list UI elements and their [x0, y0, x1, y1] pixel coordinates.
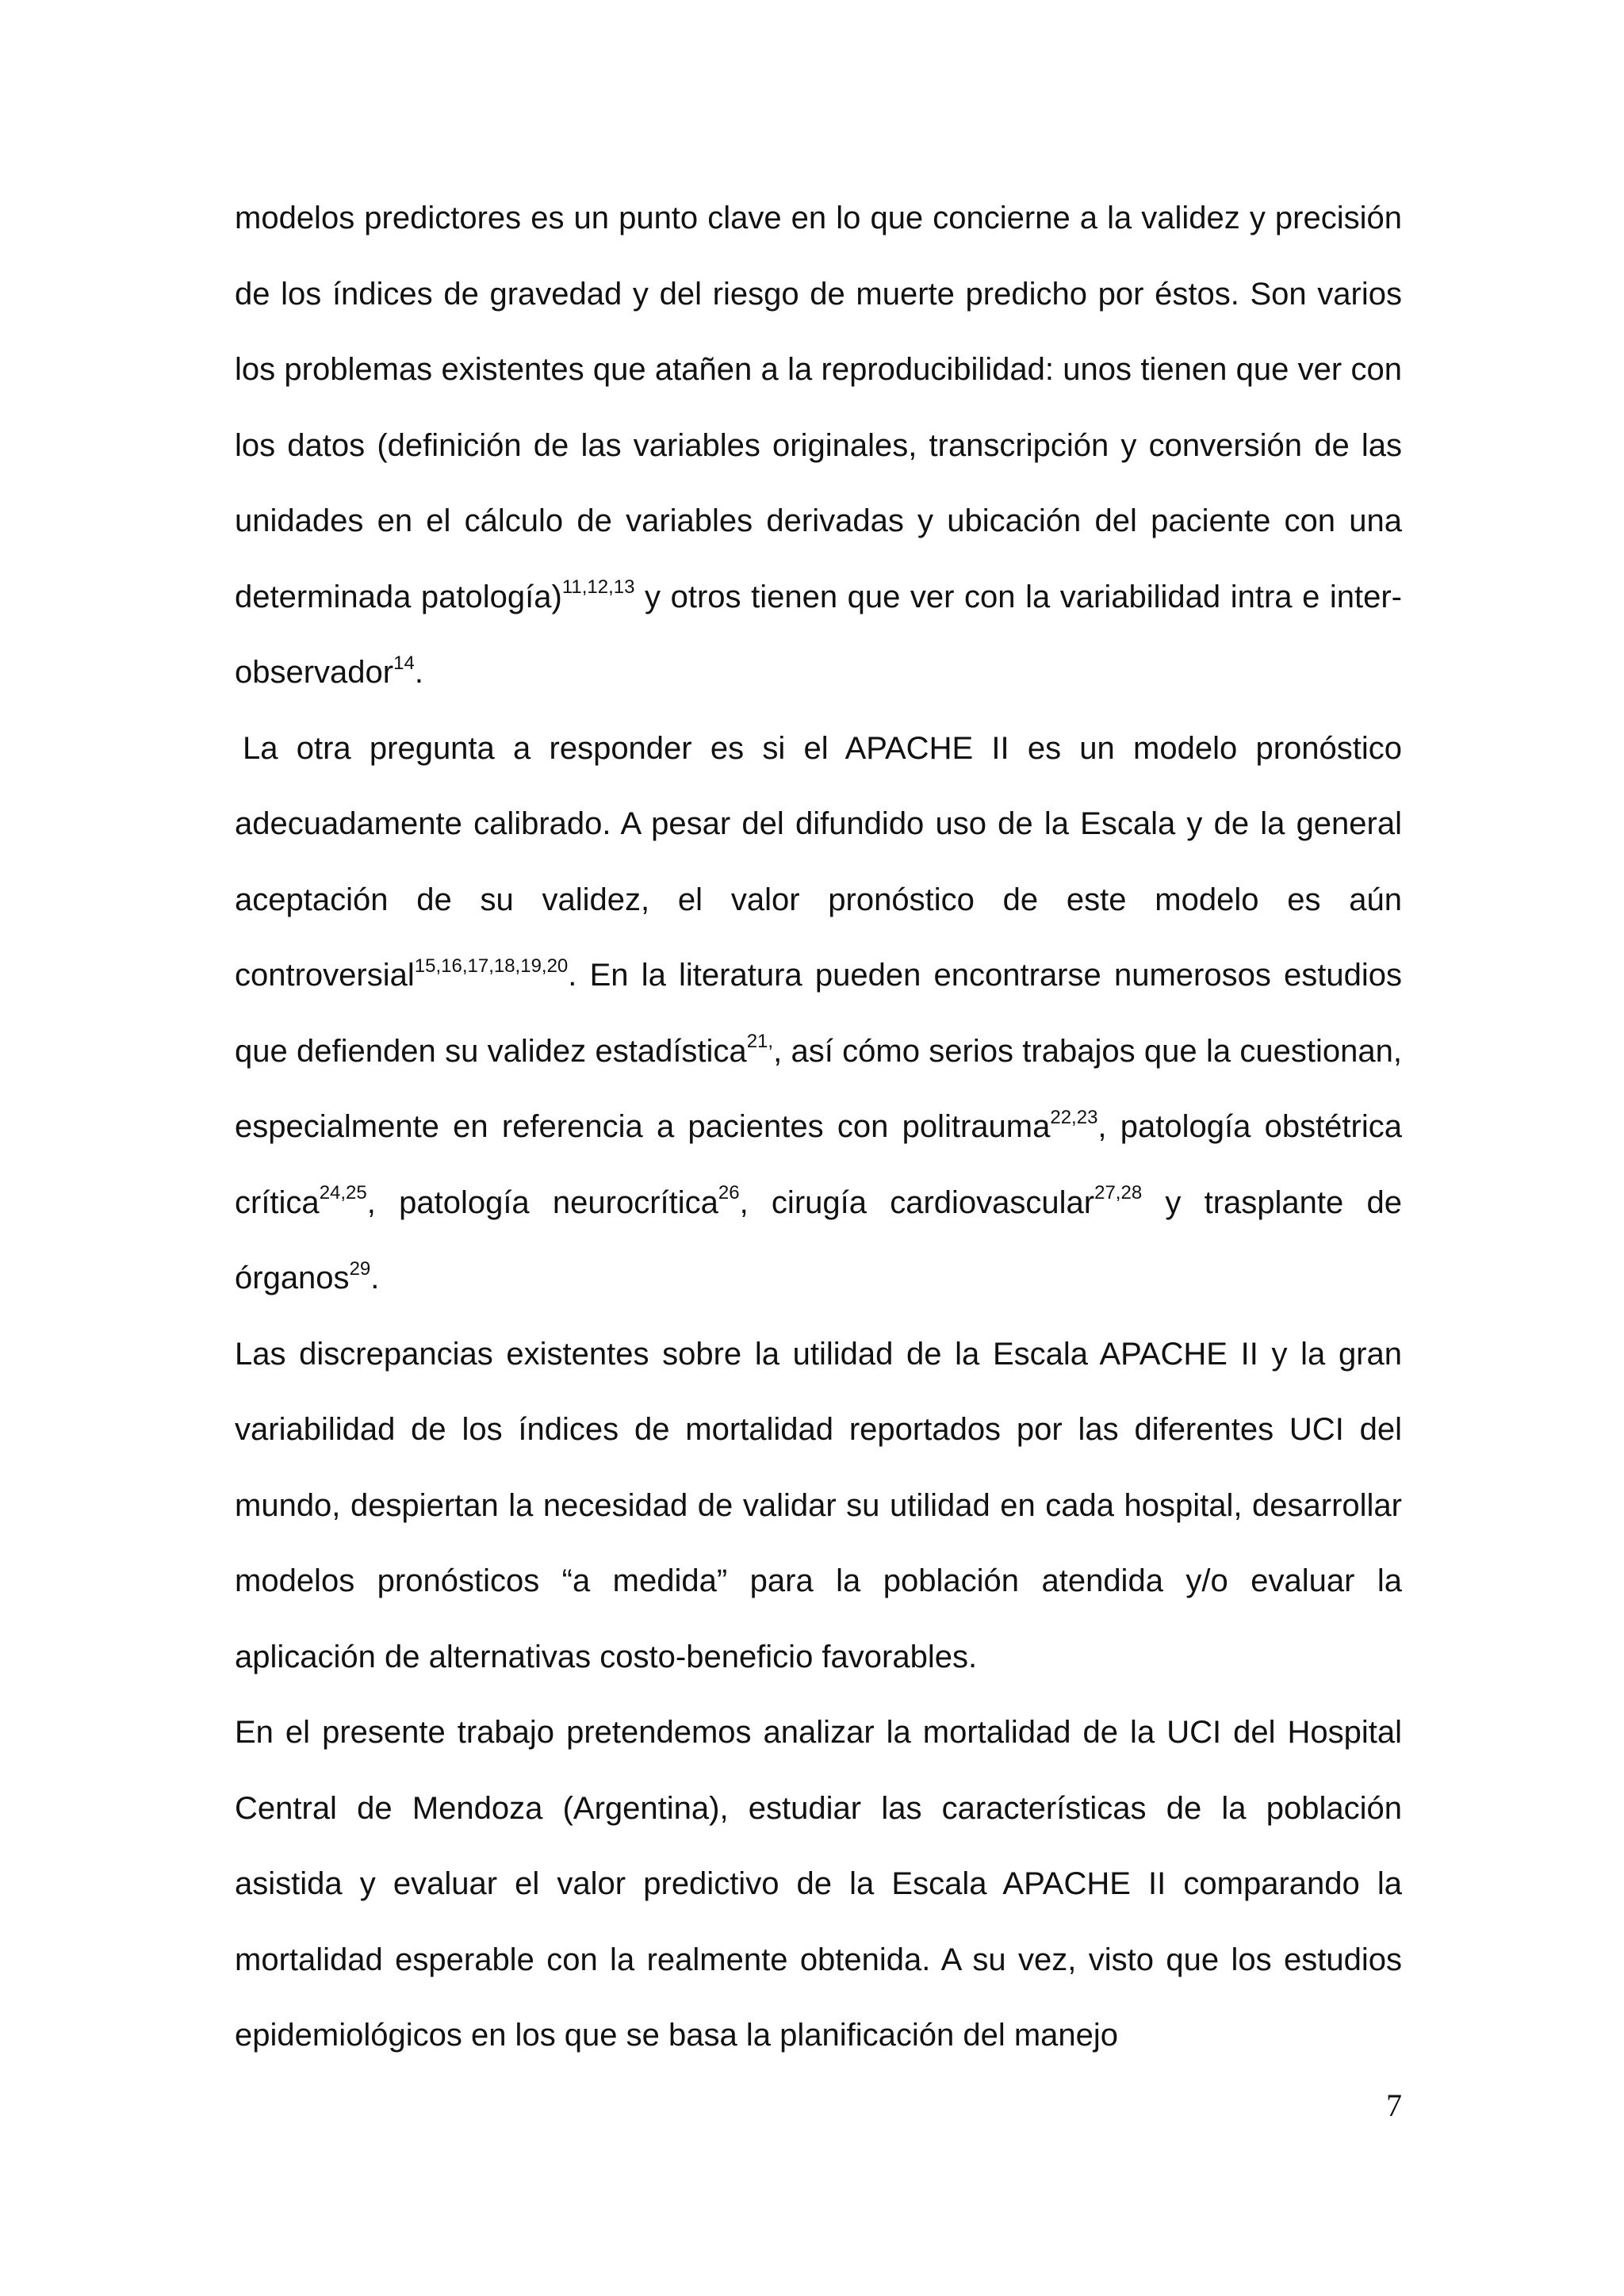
- text-run: .: [370, 1261, 380, 1295]
- text-run: modelos predictores es un punto clave en lo que concierne a la validez y precisión de los índices de gravedad y del riesgo de muerte predicho por éstos. Son varios los problemas existentes que atañen a la reproducibilidad: unos tienen que ver con los datos (definición de las variables originales, transcripción y conversión de las unidades en el cálculo de variables derivadas y ubicación del paciente con una determinada patología): [235, 201, 1402, 614]
- text-run: , así cómo serios trabajos que la cuestionan, especialmente en referencia a pacientes con politrauma: [235, 1033, 1402, 1144]
- citation-superscript: 21,: [746, 1031, 774, 1053]
- text-run: y otros tienen que ver con la variabilidad intra e inter-observador: [235, 579, 1403, 690]
- text-run: y trasplante de órganos: [235, 1184, 1402, 1295]
- page-number: 7: [1386, 2087, 1402, 2123]
- text-run: Las discrepancias existentes sobre la utilidad de la Escala APACHE II y la gran variabilidad de los índices de mortalidad reportados por las diferentes UCI del mundo, despiertan la necesidad de validar su utilidad en cada hospital, desarrollar modelos pronósticos “a medida” para la población atendida y/o evaluar la aplicación de alternativas costo-beneficio favorables.: [235, 1336, 1402, 1674]
- paragraph: [235, 711, 1402, 1317]
- citation-superscript: 11,12,13: [561, 576, 635, 599]
- body-text: [235, 181, 1402, 2074]
- citation-superscript: 14: [393, 652, 415, 674]
- citation-superscript: 24,25: [319, 1182, 367, 1204]
- citation-superscript: 29: [349, 1257, 371, 1280]
- citation-superscript: 26: [718, 1182, 740, 1204]
- paragraph: [235, 181, 1402, 711]
- paragraph: [235, 1695, 1402, 2074]
- text-run: . En la literatura pueden encontrarse numerosos estudios que defienden su validez estadística: [235, 958, 1402, 1069]
- text-run: , patología neurocrítica: [366, 1184, 718, 1220]
- paragraph: [235, 1317, 1402, 1696]
- text-run: , patología obstétrica crítica: [235, 1109, 1402, 1220]
- text-run: En el presente trabajo pretendemos analizar la mortalidad de la UCI del Hospital Central de Mendoza (Argentina), estudiar las características de la población asistida y evaluar el valor predictivo de la Escala APACHE II comparando la mortalidad esperable con la realmente obtenida. A su vez, visto que los estudios epidemiológicos en los que se basa la planificación del manejo: [235, 1715, 1402, 2053]
- text-run: , cirugía cardiovascular: [739, 1184, 1095, 1220]
- citation-superscript: 27,28: [1094, 1182, 1143, 1204]
- text-run: .: [414, 655, 423, 690]
- text-run: La otra pregunta a responder es si el APACHE II es un modelo pronóstico adecuadamente calibrado. A pesar del difundido uso de la Escala y de la general aceptación de su validez, el valor pronóstico de este modelo es aún controversial: [235, 730, 1402, 993]
- citation-superscript: 15,16,17,18,19,20: [414, 955, 569, 977]
- citation-superscript: 22,23: [1050, 1106, 1098, 1128]
